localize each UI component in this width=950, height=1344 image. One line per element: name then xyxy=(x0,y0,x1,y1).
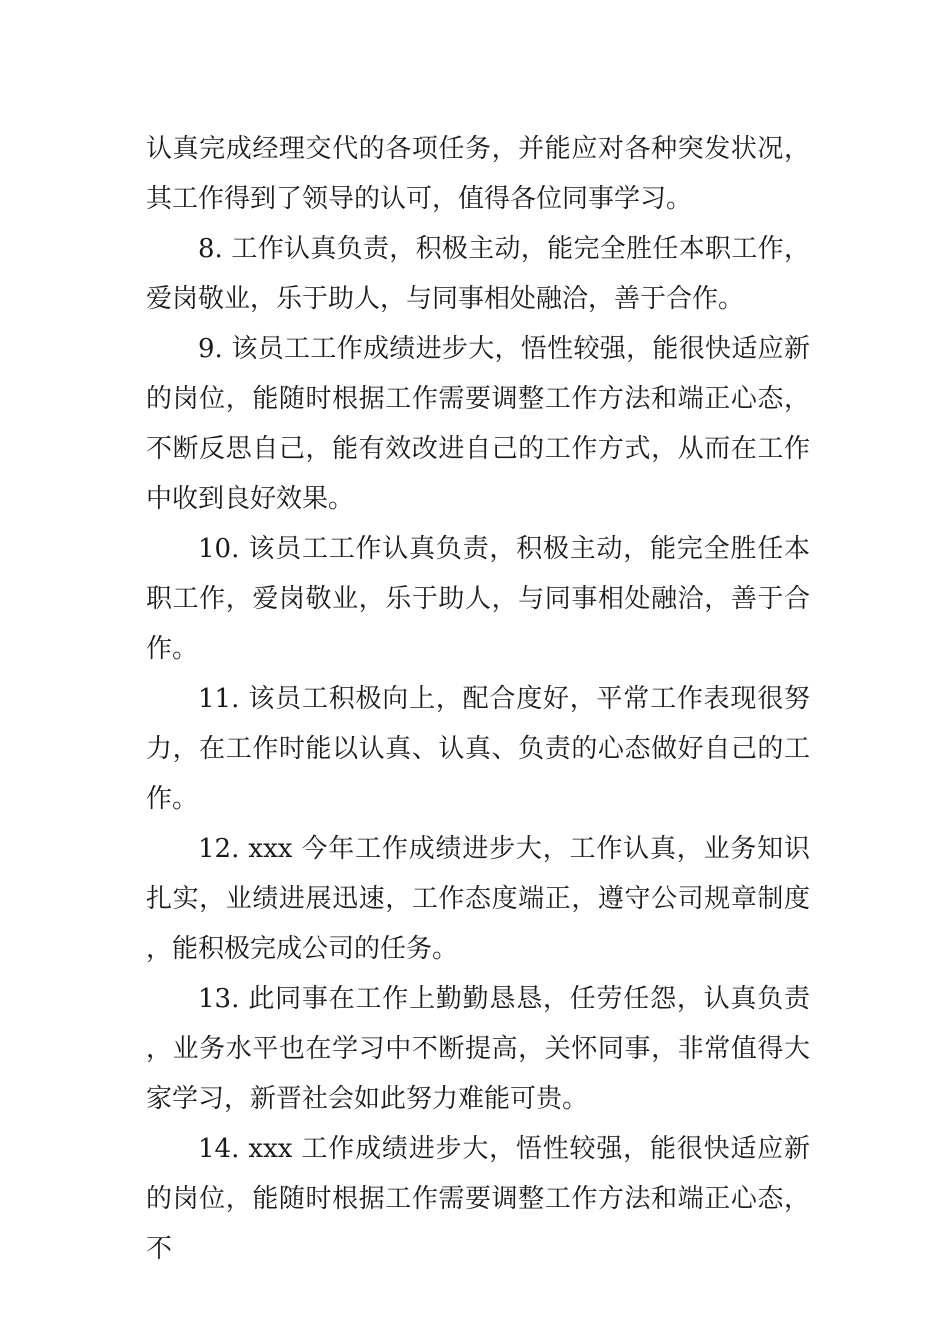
paragraph-item-11: 11. 该员工积极向上，配合度好，平常工作表现很努力，在工作时能以认真、认真、负责的心态做好自己的工作。 xyxy=(146,684,810,814)
paragraph-item-14: 14. xxx 工作成绩进步大，悟性较强，能很快适应新的岗位，能随时根据工作需要调整工作方法和端正心态，不 xyxy=(146,1134,810,1264)
paragraph-item-13: 13. 此同事在工作上勤勤恳恳，任劳任怨，认真负责，业务水平也在学习中不断提高，关怀同事，非常值得大家学习，新晋社会如此努力难能可贵。 xyxy=(146,984,810,1114)
paragraph-item-9: 9. 该员工工作成绩进步大，悟性较强，能很快适应新的岗位，能随时根据工作需要调整工作方法和端正心态，不断反思自己，能有效改进自己的工作方式，从而在工作中收到良好效果。 xyxy=(146,334,810,514)
paragraph-item-8: 8. 工作认真负责，积极主动，能完全胜任本职工作，爱岗敬业，乐于助人，与同事相处融洽，善于合作。 xyxy=(146,234,810,314)
document-body xyxy=(146,124,810,1274)
paragraph-continued: 认真完成经理交代的各项任务，并能应对各种突发状况，其工作得到了领导的认可，值得各位同事学习。 xyxy=(146,134,810,214)
paragraph-item-10: 10. 该员工工作认真负责，积极主动，能完全胜任本职工作，爱岗敬业，乐于助人，与同事相处融洽，善于合作。 xyxy=(146,534,810,664)
paragraph-item-12: 12. xxx 今年工作成绩进步大，工作认真，业务知识扎实，业绩进展迅速，工作态度端正，遵守公司规章制度，能积极完成公司的任务。 xyxy=(146,834,810,964)
